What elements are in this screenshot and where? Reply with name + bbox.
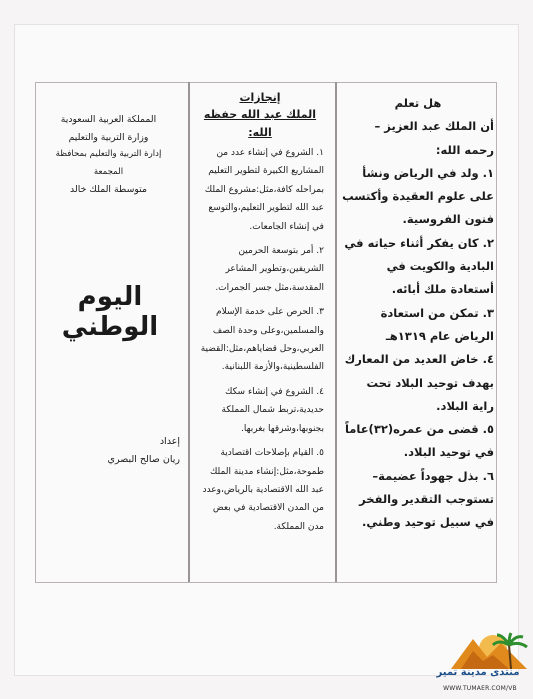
palm-mountain-logo-icon xyxy=(447,629,531,671)
header-line: المملكة العربية السعودية xyxy=(60,114,157,125)
right-border-line xyxy=(496,82,497,582)
bottom-border-line xyxy=(35,582,497,583)
list-item: ٢. كان يفكر أثناء حياته في البادية والكويت في أستعادة ملك أبائه. xyxy=(344,235,494,297)
list-item: ١. ولد في الرياض ونشأ على علوم العقيدة وأكتسب فنون الفروسية. xyxy=(342,165,494,227)
header-line: إدارة التربية والتعليم بمحافظة المجمعة xyxy=(55,149,162,177)
list-item: ٥. القيام بإصلاحات اقتصادية طموحة،مثل:إنشاء مدينة الملك عبد الله الاقتصادية بالرياض،وعدد من المدن الاقتصادية في بعض مدن المملكة. xyxy=(202,448,324,532)
top-border-line xyxy=(35,82,497,83)
did-you-know-column xyxy=(342,92,494,535)
header-line: متوسطة الملك خالد xyxy=(70,184,147,195)
list-item: ٥. قضى من عمره(٣٢)عاماً في توحيد البلاد. xyxy=(344,422,494,460)
column-divider-left xyxy=(188,82,190,582)
author-name: ريان صالح البصري xyxy=(107,454,180,465)
list-item: ٣. الحرص على خدمة الإسلام والمسلمين،وعلى وحدة الصف العربي،وحل قضاياهم،مثل:القضية الفلسطينية،والأزمة اللبنانية. xyxy=(200,307,324,373)
achievements-column xyxy=(196,90,324,542)
did-you-know-intro: أن الملك عبد العزيز – رحمه الله: xyxy=(374,119,494,157)
achievements-subtitle: الملك عبد الله حفظه الله: xyxy=(203,108,317,139)
achievements-title: إنجازات xyxy=(239,91,281,104)
did-you-know-heading: هل تعلم xyxy=(394,96,442,110)
list-item: ٤. خاض العديد من المعارك بهدف توحيد البلاد تحت راية البلاد. xyxy=(344,352,494,413)
list-item: ١. الشروع في إنشاء عدد من المشاريع الكبيرة لتطوير التعليم بمراحله كافة،مثل:مشروع الملك عبد الله لتطوير التعليم،والتوسع في إنشاء الجامعات. xyxy=(204,148,324,232)
list-item: ٦. بذل جهوداً عضيمة– تستوجب التقدير والفخر في سبيل توحيد وطني. xyxy=(359,468,494,530)
forum-brand: منتدى مدينة تمير xyxy=(436,667,520,678)
list-item: ٣. تمكن من استعادة الرياض عام ١٣١٩هـ xyxy=(380,305,494,343)
national-day-title: اليوم الوطني xyxy=(61,282,159,342)
list-item: ٤. الشروع في إنشاء سكك حديدية،تربط شمال المملكة بجنوبها،وشرقها بغربها. xyxy=(221,386,324,434)
list-item: ٢. أمر بتوسعة الحرمين الشريفين،وتطوير المشاعر المقدسة،مثل جسر الجمرات. xyxy=(215,246,324,293)
prepared-by xyxy=(60,433,180,469)
cover-header xyxy=(40,111,177,199)
header-line: وزارة التربية والتعليم xyxy=(68,131,149,143)
prepared-label: إعداد xyxy=(159,436,180,447)
column-divider-right xyxy=(335,82,337,582)
left-border-line xyxy=(35,82,36,582)
forum-url: WWW.TUMAER.COM/VB xyxy=(443,685,517,692)
